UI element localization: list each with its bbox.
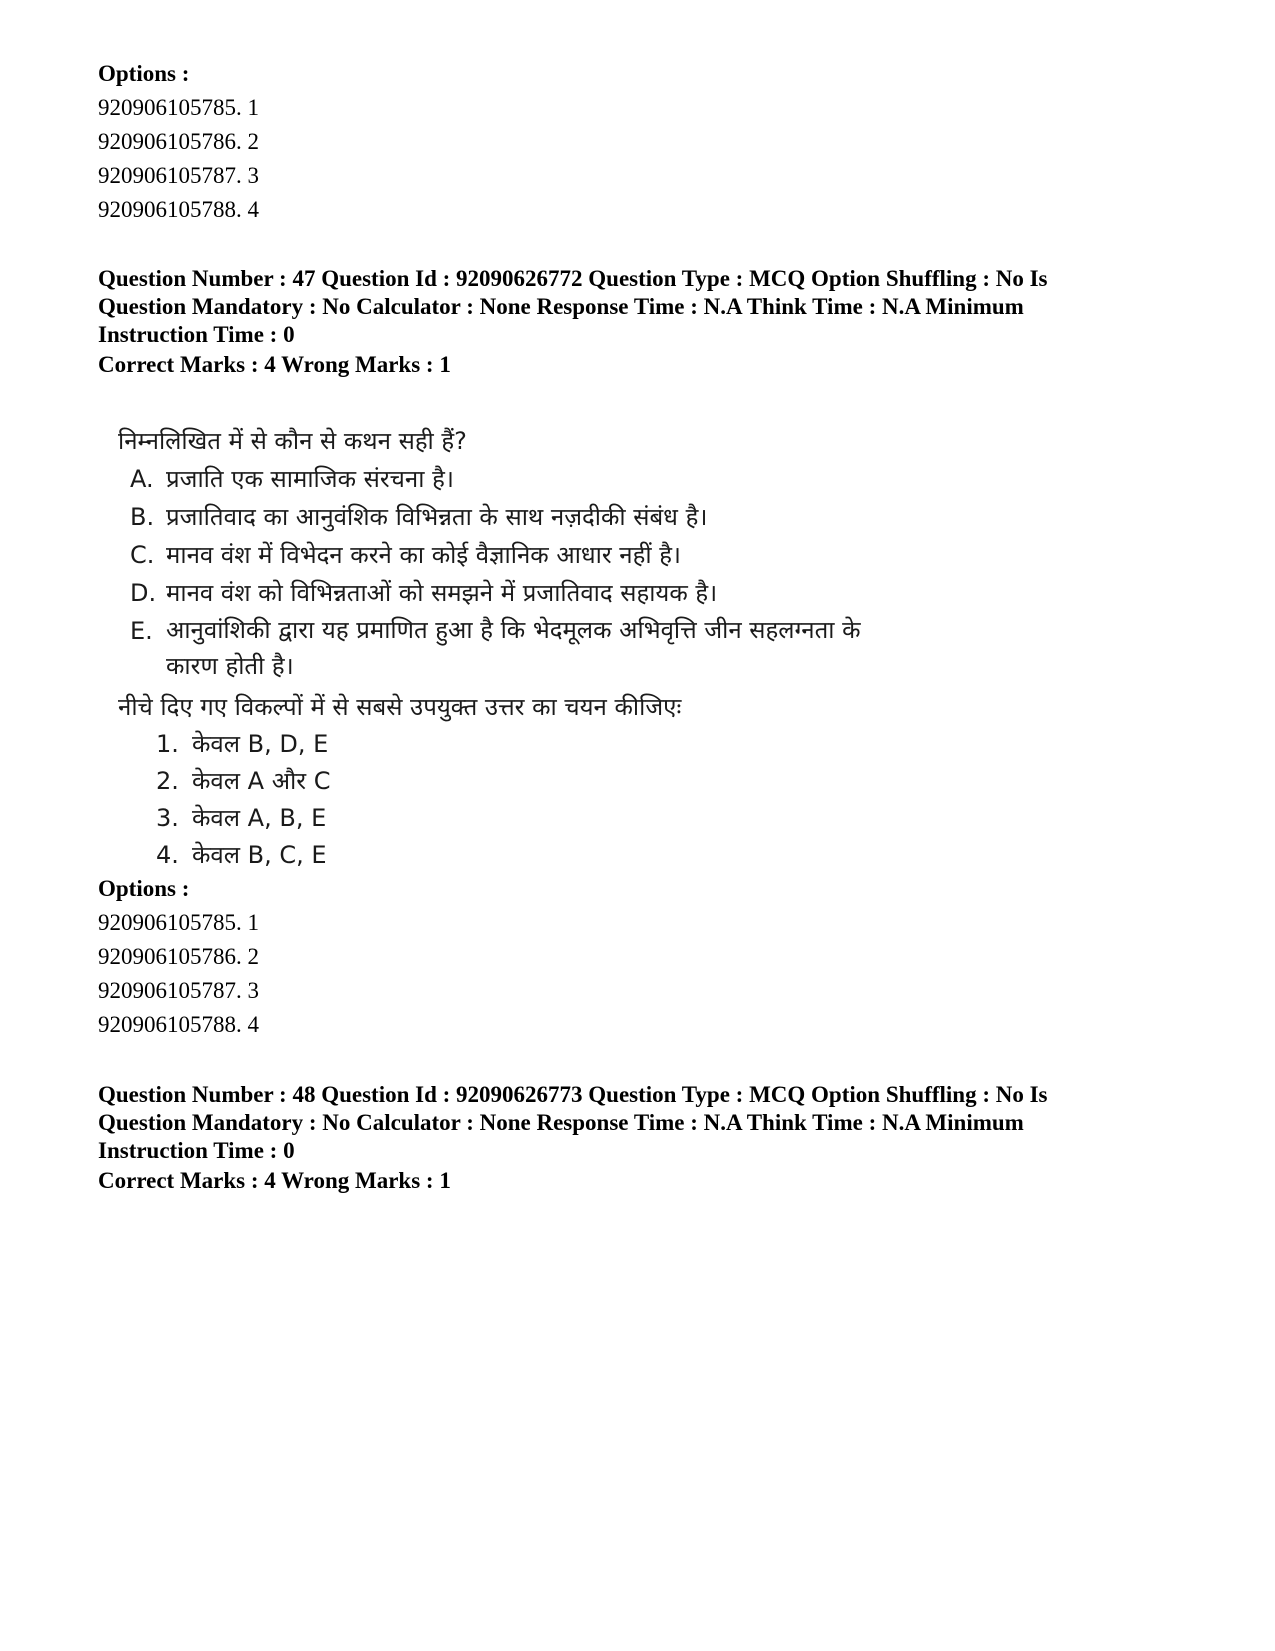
question-stem: निम्नलिखित में से कौन से कथन सही हैं? [118, 427, 467, 455]
statement-letter: D. [130, 579, 157, 607]
choice-4 [118, 837, 938, 874]
question-48-marks: Correct Marks : 4 Wrong Marks : 1 [98, 1168, 451, 1193]
statement-text: प्रजातिवाद का आनुवंशिक विभिन्नता के साथ नज़दीकी संबंध है। [166, 503, 708, 531]
choice-number: 4. [156, 841, 179, 869]
statement-b [118, 498, 938, 536]
statement-letter: A. [130, 465, 154, 493]
question-48-header [98, 1081, 1178, 1165]
choice-3 [118, 800, 938, 837]
choice-2 [118, 763, 938, 800]
option-line: 920906105787. 3 [98, 163, 259, 188]
statement-d [118, 574, 938, 612]
statement-text: प्रजाति एक सामाजिक संरचना है। [166, 465, 454, 493]
choice-1 [118, 726, 938, 763]
statement-c [118, 536, 938, 574]
choice-text: केवल B, C, E [192, 841, 327, 869]
statement-letter: C. [130, 541, 155, 569]
options-label: Options : [98, 61, 190, 86]
options-label: Options : [98, 876, 190, 901]
question-header-line: Question Mandatory : No Calculator : None Response Time : N.A Think Time : N.A Minimum [98, 294, 1024, 319]
statement-text: मानव वंश में विभेदन करने का कोई वैज्ञानिक आधार नहीं है। [166, 541, 682, 569]
choice-text: केवल B, D, E [192, 730, 329, 758]
statement-e [118, 612, 938, 688]
question-47-options-block [98, 872, 1178, 1042]
statement-a [118, 460, 938, 498]
question-47-header [98, 265, 1178, 349]
option-line: 920906105788. 4 [98, 197, 259, 222]
statement-letter: B. [130, 503, 155, 531]
answer-instruction: नीचे दिए गए विकल्पों में से सबसे उपयुक्त उत्तर का चयन कीजिएः [118, 693, 682, 721]
choice-number: 3. [156, 804, 179, 832]
option-line: 920906105786. 2 [98, 129, 259, 154]
statement-letter: E. [130, 617, 153, 645]
option-line: 920906105788. 4 [98, 1012, 259, 1037]
previous-options-block [98, 57, 1178, 227]
statement-text: आनुवांशिकी द्वारा यह प्रमाणित हुआ है कि भेदमूलक अभिवृत्ति जीन सहलग्नता के कारण होती है। [166, 616, 861, 680]
option-line: 920906105785. 1 [98, 95, 259, 120]
choice-text: केवल A और C [192, 767, 331, 795]
question-header-line: Question Number : 48 Question Id : 92090626773 Question Type : MCQ Option Shuffling : No Is [98, 1082, 1048, 1107]
question-header-line: Question Number : 47 Question Id : 92090626772 Question Type : MCQ Option Shuffling : No Is [98, 266, 1048, 291]
question-header-line: Instruction Time : 0 [98, 1138, 295, 1163]
question-header-line: Question Mandatory : No Calculator : None Response Time : N.A Think Time : N.A Minimum [98, 1110, 1024, 1135]
question-header-line: Instruction Time : 0 [98, 322, 295, 347]
choice-number: 1. [156, 730, 179, 758]
question-47-marks: Correct Marks : 4 Wrong Marks : 1 [98, 352, 451, 377]
statement-text: मानव वंश को विभिन्नताओं को समझने में प्रजातिवाद सहायक है। [166, 579, 718, 607]
option-line: 920906105785. 1 [98, 910, 259, 935]
option-line: 920906105786. 2 [98, 944, 259, 969]
option-line: 920906105787. 3 [98, 978, 259, 1003]
choice-number: 2. [156, 767, 179, 795]
choice-text: केवल A, B, E [192, 804, 327, 832]
question-47-body [118, 422, 938, 874]
